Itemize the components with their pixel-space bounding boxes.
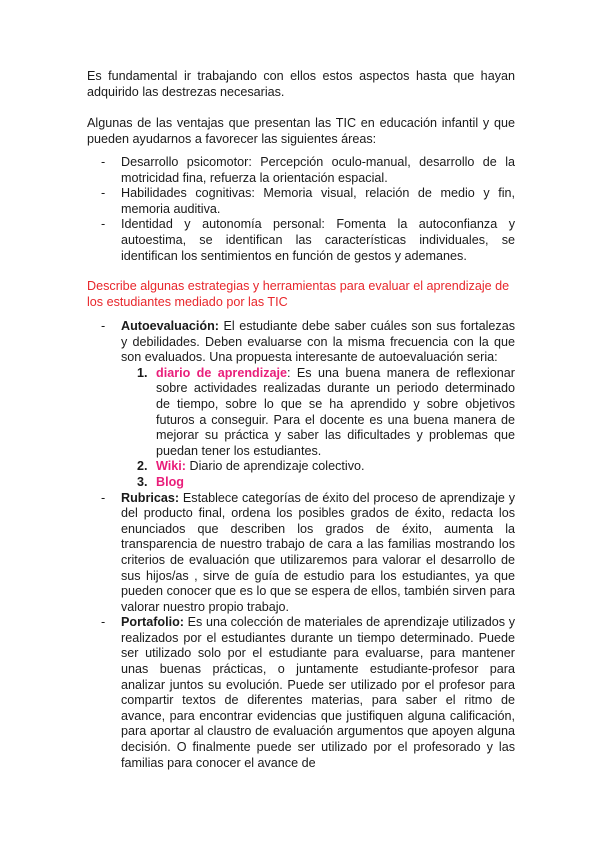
portafolio-term: Portafolio: bbox=[121, 615, 184, 630]
item-number: 1. bbox=[137, 365, 148, 380]
list-item: - Habilidades cognitivas: Memoria visual, relación de medio y fin, memoria auditiva. bbox=[87, 186, 515, 217]
autoevaluacion-sublist bbox=[121, 366, 515, 491]
list-item: - Identidad y autonomía personal: Fomenta la autoconfianza y autoestima, se identifican las características individuales, se identifican los sentimientos en función de gestos y ademanes. bbox=[87, 217, 515, 264]
portafolio-text: Es una colección de materiales de aprendizaje utilizados y realizados por el estudiantes durante un tiempo determinado. Puede ser utilizado solo por el estudiante para evaluarse, para mantener unas buenas prácticas, o juntamente estudiante-profesor para analizar juntos su evolución. Puede ser utilizado por el profesor para compartir textos de diferentes materias, para saber el ritmo de avance, para encontrar evidencias que justifiquen alguna calificación, para aportar al claustro de evaluación argumentos que apoyen alguna decisión. O finalmente puede ser utilizado por el profesorado y las familias para conocer el avance de bbox=[121, 615, 515, 770]
areas-list bbox=[87, 155, 515, 264]
list-item bbox=[121, 459, 515, 475]
rubricas-term: Rubricas: bbox=[121, 490, 180, 505]
question-heading: Describe algunas estrategias y herramientas para evaluar el aprendizaje de los estudiantes mediado por las TIC bbox=[87, 279, 510, 309]
intro-paragraph: Es fundamental ir trabajando con ellos estos aspectos hasta que hayan adquirido las destrezas necesarias. bbox=[87, 69, 515, 99]
strategies-list bbox=[87, 319, 515, 771]
autoevaluacion-term: Autoevaluación: bbox=[121, 319, 219, 333]
wiki-term: Wiki: bbox=[156, 459, 186, 474]
list-item bbox=[121, 475, 515, 491]
item-number: 2. bbox=[137, 459, 148, 474]
ventajas-paragraph: Algunas de las ventajas que presentan las TIC en educación infantil y que pueden ayudarnos a favorecer las siguientes áreas: bbox=[87, 116, 515, 146]
list-item bbox=[121, 366, 515, 460]
item-number: 3. bbox=[137, 474, 148, 489]
portafolio-item bbox=[87, 615, 515, 771]
autoevaluacion-text: El estudiante debe saber cuáles son sus fortalezas y debilidades. Deben evaluarse con la misma frecuencia con la que son evaluados. Una propuesta interesante de autoevaluación seria: bbox=[121, 319, 515, 365]
rubricas-text: Establece categorías de éxito del proceso de aprendizaje y del producto final, ordena los posibles grados de éxito, redacta los enunciados que describen los grados de éxito, aumenta la transparencia de nuestro trabajo de cara a las familias mostrando los criterios de evaluación que utilizaremos para valorar el desarrollo de sus hijos/as , sirve de guía de estudio para los estudiantes, ya que pueden conocer que es lo que se espera de ellos, también sirven para valorar nuestro propio trabajo. bbox=[121, 490, 515, 614]
wiki-text: Diario de aprendizaje colectivo. bbox=[185, 459, 365, 474]
diario-term: diario de aprendizaje bbox=[156, 365, 288, 380]
blog-term: Blog bbox=[156, 474, 184, 489]
rubricas-item bbox=[87, 491, 515, 616]
diario-text: : Es una buena manera de reflexionar sobre actividades realizadas durante un periodo determinado de tiempo, sobre lo que se ha aprendido y sobre objetivos futuros a conseguir. Para el docente es una buena manera de mejorar su práctica y saber las dificultades y problemas que puedan tener los estudiantes. bbox=[156, 365, 515, 458]
autoevaluacion-item bbox=[87, 319, 515, 491]
list-item: - Desarrollo psicomotor: Percepción oculo-manual, desarrollo de la motricidad fina, refuerza la orientación espacial. bbox=[87, 155, 515, 186]
